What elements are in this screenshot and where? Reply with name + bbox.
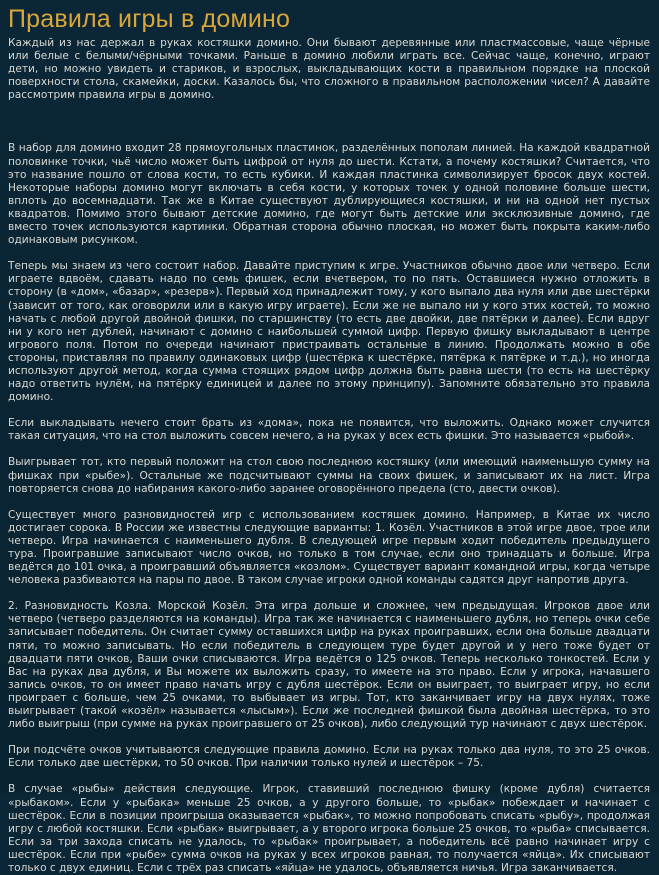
paragraph-winner: Выигрывает тот, кто первый положит на стол свою последнюю костяшку (или имеющий наименьшую сумму на фишках при «рыбе»). Остальные же подсчитывают суммы на своих фишек, и записывают их на лист. Игра повторяется снова до набирания какого-либо заранее оговорённого предела (сто, двести очков). — [8, 456, 650, 495]
paragraph-intro: Каждый из нас держал в руках костяшки домино. Они бывают деревянные или пластмассовые, чаще чёрные или белые с белыми/чёрными точками. Раньше в домино любили играть все. Сейчас чаще, конечно, играют дети, но можно увидеть и стариков, и взрослых, выкладывающих кости в правильном порядке на плоской поверхности стола, скамейки, доски. Казалось бы, что сложного в правильном расположении чисел? А давайте рассмотрим правила игры в домино. — [8, 37, 650, 102]
spacer — [8, 770, 650, 783]
spacer — [8, 731, 650, 744]
paragraph-sea-goat: 2. Разновидность Козла. Морской Козёл. Эта игра дольше и сложнее, чем предыдущая. Игроков двое или четверо (четверо разделяются на команды). Игра так же начинается с наименьшего дубля, но теперь очки себе записывает победитель. Он считает сумму оставшихся цифр на руках проигравших, если она больше двадцати пяти, то можно записывать. Но если победитель в следующем туре будет другой и у него тоже будет от двадцати пяти очков, Ваши очки списываются. Игра ведётся о 125 очков. Теперь несколько тонкостей. Если у Вас на руках два дубля, и Вы можете их выложить сразу, то имеете на это право. Если у игрока, начавшего запись очков, то он имеет право начать игру с дубля шестёрок. Если он выиграет, то выиграет игру, но если проиграет с больше, чем 25 очками, то выбывает из игры. Тот, кто заканчивает игру на двух нулях, тоже выигрывает (такой «козёл» называется «лысым»). Если же последней фишкой была двойная шестёрка, то это либо выигрыш (при сумме на руках проигравшего от 25 очков), либо следующий тур начинают с двух шестёрок. — [8, 600, 650, 731]
paragraph-set: В набор для домино входит 28 прямоугольных пластинок, разделённых пополам линией. На каждой квадратной половинке точки, чьё число может быть цифрой от нуля до шести. Кстати, а почему костяшки? Считается, что это название пошло от слова кости, то есть кубики. И каждая пластинка символизирует бросок двух костей. Некоторые наборы домино могут включать в себя кости, у которых точек у одной половине больше шести, вплоть до восемнадцати. Так же в Китае существуют дублирующиеся костяшки, и ни на одной нет пустых квадратов. Помимо этого бывают детские домино, где могут быть детские или эксклюзивные домино, где вместо точек используются картинки. Обратная сторона обычно плоская, но может быть покрыта каким-либо одинаковым рисунком. — [8, 142, 650, 247]
spacer — [8, 443, 650, 456]
spacer — [8, 496, 650, 509]
paragraph-gameplay: Теперь мы знаем из чего состоит набор. Давайте приступим к игре. Участников обычно двое или четверо. Если играете вдвоём, сдавать надо по семь фишек, если вчетвером, то по пять. Оставшиеся нужно отложить в сторону (в «дом», «базар», «резерв»). Первый ход принадлежит тому, у кого выпало два нуля или две шестёрки (зависит от того, как оговорили или в какую игру играете). Если же не выпало ни у кого этих костей, то можно начать с любой другой двойной фишки, по старшинству (то есть две двойки, две пятёрки и далее). Если вдруг ни у кого нет дублей, начинают с домино с наибольшей суммой цифр. Первую фишку выкладывают в центре игрового поля. Потом по очереди начинают пристраивать остальные в линию. Продолжать можно в обе стороны, приставляя по правилу одинаковых цифр (шестёрка к шестёрке, пятёрка к пятёрке и т.д.), но иногда используют другой метод, когда сумма стоящих рядом цифр должна быть равна шести (то есть на шестёрку надо ответить нулём, на пятёрку единицей и далее по этому принципу). Запомните обязательно это правила домино. — [8, 260, 650, 404]
paragraph-scoring: При подсчёте очков учитываются следующие правила домино. Если на руках только два нуля, то это 25 очков. Если только две шестёрки, то 50 очков. При наличии только нулей и шестёрок – 75. — [8, 744, 650, 770]
spacer — [8, 587, 650, 600]
spacer — [8, 102, 650, 142]
spacer — [8, 404, 650, 417]
paragraph-fish: Если выкладывать нечего стоит брать из «дома», пока не появится, что выложить. Однако может случится такая ситуация, что на стол выложить совсем нечего, а на руках у всех есть фишки. Это называется «рыбой». — [8, 417, 650, 443]
spacer — [8, 247, 650, 260]
paragraph-fish-rules: В случае «рыбы» действия следующие. Игрок, ставивший последнюю фишку (кроме дубля) считается «рыбаком». Если у «рыбака» меньше 25 очков, а у другого больше, то «рыбак» побеждает и начинает с шестёрок. Если в позиции проигрыша оказывается «рыбак», то можно попробовать списать «рыбу», продолжая игру с любой костяшки. Если «рыбак» выигрывает, а у второго игрока больше 25 очков, то «рыба» списывается. Если за три захода списать не удалось, то «рыбак» проигрывает, а победитель всё равно начинает игру с шестёрок. Если при «рыбе» сумма очков на руках у всех игроков равная, то получается «яйца». Их списывают только с двух единиц. Если с трёх раз списать «яйца» не удалось, объявляется ничья. Игра заканчивается. — [8, 783, 650, 874]
page-title: Правила игры в домино — [8, 5, 291, 33]
paragraph-variants-goat: Существует много разновидностей игр с использованием костяшек домино. Например, в Китае их число достигает сорока. В России же известны следующие варианты: 1. Козёл. Участников в этой игре двое, трое или четверо. Игра начинается с наименьшего дубля. В следующей игре первым ходит победитель предыдущего тура. Проигравшие записывают число очков, но только в том случае, если оно тринадцать и больше. Игра ведётся до 101 очка, а проигравший объявляется «козлом». Существует вариант командной игры, когда четыре человека разбиваются на пары по двое. В таком случае игроки одной команды садятся друг напротив друга. — [8, 508, 650, 587]
